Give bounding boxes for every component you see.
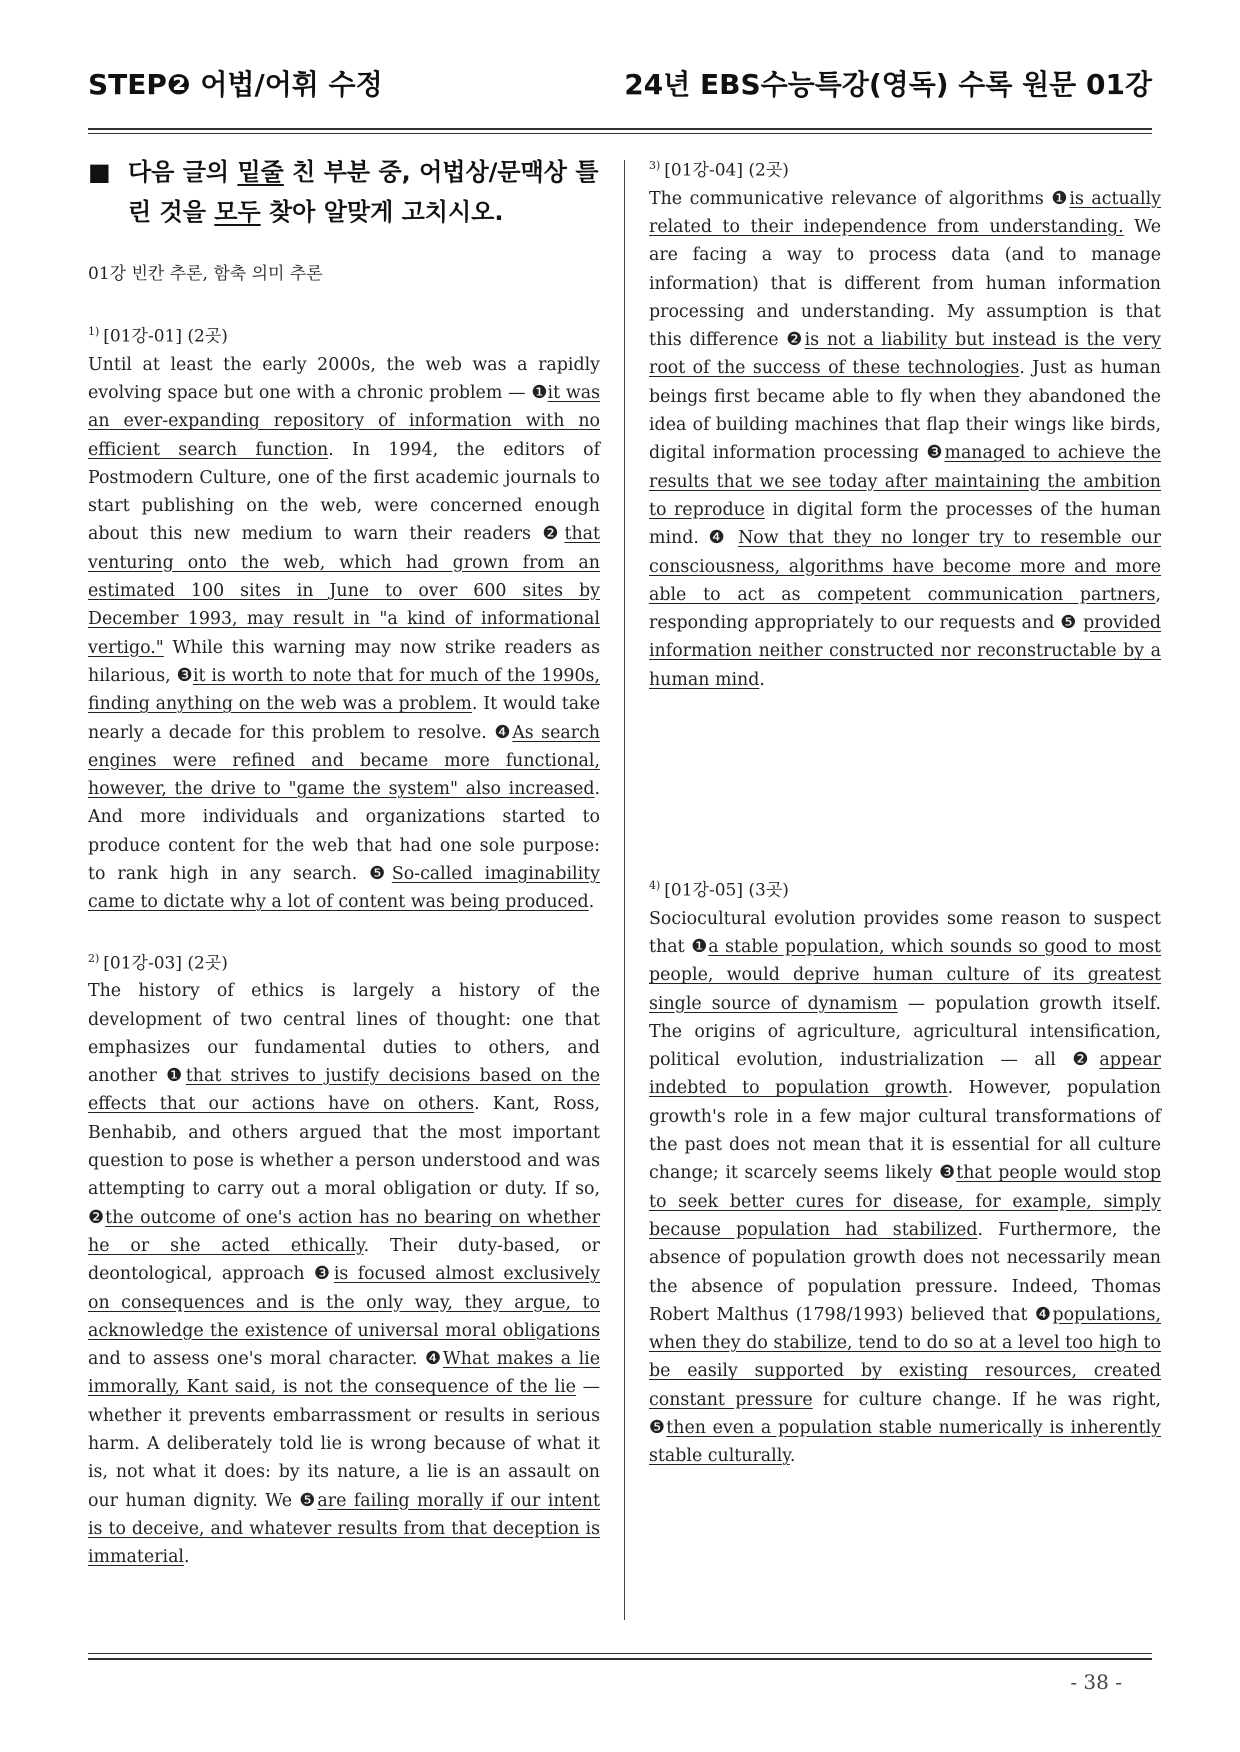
passage-text: . However, population growth's role in a few major cultural transformations of the past does not mean that it is essential for all culture change; it scarcely seems likely <box>649 1078 1161 1184</box>
question-header: $^{1)}$ [01강-01] (2곳) <box>88 325 228 347</box>
passage-text: . Their duty-based, or deontological, approach <box>88 1235 600 1285</box>
passage-text: . Kant, Ross, Benhabib, and others argued that the most important question to pose is whether a person understood and was attempting to carry out a moral obligation or duty. If so, <box>88 1094 600 1200</box>
circled-number-marker: ❶ <box>691 935 709 957</box>
underlined-phrase: are failing morally if our intent is to deceive, and whatever results from that deception is immaterial <box>88 1490 600 1568</box>
circled-number-marker: ❷ <box>786 329 805 351</box>
underlined-phrase: managed to achieve the results that we see today after maintaining the ambition to reproduce <box>649 443 1161 520</box>
circled-number-marker: ❹ <box>1034 1303 1053 1325</box>
question-item <box>88 318 600 917</box>
passage-text: . It would take nearly a decade for this problem to resolve. <box>88 694 600 743</box>
header-left-title: STEP❷ 어법/어휘 수정 <box>88 68 383 101</box>
passage-text: . Just as human beings first became able to fly when they abandoned the idea of building machines that flap their wings like birds, digital information processing <box>649 358 1161 464</box>
page-number: - 38 - <box>1070 1670 1122 1694</box>
circled-number-marker: ❹ <box>708 527 729 549</box>
question-item <box>649 152 1161 694</box>
header-divider <box>88 128 1152 130</box>
circled-number-marker: ❶ <box>166 1065 186 1087</box>
left-column <box>88 152 600 1599</box>
underlined-phrase: it is worth to note that for much of the 1990s, finding anything on the web was a problem <box>88 665 600 715</box>
circled-number-marker: ❷ <box>88 1206 106 1228</box>
underlined-phrase: What makes a lie immorally, Kant said, is not the consequence of the lie <box>88 1349 600 1398</box>
passage-text: for culture change. If he was right, <box>812 1389 1161 1410</box>
underlined-phrase: is not a liability but instead is the very root of the success of these technologies <box>649 330 1161 379</box>
passage-text: — population growth itself. The origins of agriculture, agricultural intensification, political evolution, industrialization — all <box>649 993 1161 1071</box>
underlined-phrase: is focused almost exclusively on consequences and is the only way, they argue, to acknowledge the existence of universal moral obligations <box>88 1264 600 1341</box>
underlined-phrase: As search engines were refined and became more functional, however, the drive to "game the system" also increased <box>88 722 600 800</box>
underlined-phrase: Now that they no longer try to resemble our consciousness, algorithms have become more and more able to act as competent communication partners <box>649 528 1162 605</box>
underlined-phrase: So-called imaginability came to dictate why a lot of content was being produced <box>88 864 600 913</box>
passage-text: . Furthermore, the absence of population growth does not necessarily mean the absence of population pressure. Indeed, Thomas Robert Malthus (1798/1993) believed that <box>649 1219 1161 1325</box>
question-header: $^{3)}$ [01강-04] (2곳) <box>649 159 789 181</box>
passage-text: in digital form the processes of the human mind. <box>649 499 1162 549</box>
circled-number-marker: ❶ <box>1051 187 1070 209</box>
question-passage <box>649 905 1161 1471</box>
passage-text: . <box>184 1547 190 1568</box>
passage-text: Sociocultural evolution provides some reason to suspect that <box>649 908 1161 957</box>
circled-number-marker: ❸ <box>939 1162 957 1184</box>
passage-text: Until at least the early 2000s, the web was a rapidly evolving space but one with a chronic problem — <box>88 354 600 403</box>
passage-text: . And more individuals and organizations started to produce content for the web that had one sole purpose: to rank high in any search. <box>88 779 600 884</box>
underlined-phrase: appear indebted to population growth <box>649 1050 1161 1099</box>
passage-text: The history of ethics is largely a history of the development of two central lines of thought: one that emphasizes our fundamental duties to others, and another <box>88 981 600 1087</box>
underlined-phrase: provided information neither constructed nor reconstructable by a human mind <box>649 613 1161 690</box>
footer-divider <box>88 1658 1152 1660</box>
lesson-topic: 01강 빈칸 추론, 함축 의미 추론 <box>88 264 323 284</box>
passage-text: While this warning may now strike readers as hilarious, <box>88 637 600 686</box>
passage-text: The communicative relevance of algorithms <box>649 188 1052 209</box>
passage-text: We are facing a way to process data (and to manage information) that is different from human information processing and understanding. My assumption is that this difference <box>649 216 1161 351</box>
page-header <box>88 58 1152 108</box>
circled-number-marker: ❺ <box>1060 612 1078 634</box>
circled-number-marker: ❷ <box>542 523 565 545</box>
circled-number-marker: ❺ <box>649 1417 667 1438</box>
passage-text <box>729 528 739 548</box>
underlined-phrase: the outcome of one's action has no bearing on whether he or she acted ethically <box>88 1207 601 1256</box>
circled-number-marker: ❹ <box>424 1348 443 1370</box>
underlined-phrase: populations, when they do stabilize, tend to do so at a level too high to be easily supported by existing resources, created constant pressure <box>649 1304 1161 1410</box>
underlined-phrase: a stable population, which sounds so good to most people, would deprive human culture of its greatest single source of dynamism <box>649 936 1162 1014</box>
underlined-phrase: that venturing onto the web, which had grown from an estimated 100 sites in June to over 600 sites by December 1993, may result in "a kind of informational vertigo." <box>88 524 601 658</box>
circled-number-marker: ❺ <box>369 863 392 884</box>
question-item <box>88 945 600 1572</box>
circled-number-marker: ❸ <box>926 442 945 464</box>
question-header: $^{2)}$ [01강-03] (2곳) <box>88 951 228 974</box>
question-passage <box>649 185 1161 694</box>
question-header: $^{4)}$ [01강-05] (3곳) <box>649 879 789 901</box>
circled-number-marker: ❸ <box>313 1263 334 1285</box>
right-column <box>649 152 1161 1499</box>
passage-text: — whether it prevents embarrassment or results in serious harm. A deliberately told lie is wrong because of what it is, not what it does: by its nature, a lie is an assault on our human dignity. We <box>88 1377 601 1511</box>
footer-divider-thin <box>88 1653 1152 1654</box>
circled-number-marker: ❺ <box>299 1489 318 1511</box>
underlined-phrase: it was an ever-expanding repository of information with no efficient search function <box>88 382 601 460</box>
instruction: ■ 다음 글의 밑줄 친 부분 중, 어법상/문맥상 틀린 것을 모두 찾아 알맞게 고치시오. <box>88 152 600 232</box>
square-bullet-icon: ■ <box>88 158 111 186</box>
question-passage <box>88 351 600 917</box>
passage-text: . In 1994, the editors of Postmodern Culture, one of the first academic journals to start publishing on the web, were concerned enough about this new medium to warn their readers <box>88 439 601 545</box>
passage-text: and to assess one's moral character. <box>88 1349 425 1370</box>
question-item <box>649 872 1161 1471</box>
circled-number-marker: ❶ <box>531 381 548 403</box>
circled-number-marker: ❹ <box>494 721 513 743</box>
header-divider-thin <box>88 133 1152 134</box>
underlined-phrase: then even a population stable numerically is inherently stable culturally <box>649 1418 1161 1467</box>
column-divider <box>624 160 625 1620</box>
header-right-title: 24년 EBS수능특강(영독) 수록 원문 01강 <box>624 68 1152 101</box>
passage-text: , responding appropriately to our requests and <box>649 584 1161 634</box>
blank-space <box>649 722 1161 872</box>
passage-text: . <box>759 669 765 690</box>
passage-text: . <box>789 1446 796 1467</box>
circled-number-marker: ❷ <box>1072 1049 1100 1071</box>
underlined-phrase: that strives to justify decisions based on the effects that our actions have on others <box>88 1066 600 1115</box>
passage-text: . <box>588 892 595 913</box>
underlined-phrase: that people would stop to seek better cures for disease, for example, simply because population had stabilized <box>649 1163 1161 1240</box>
underlined-phrase: is actually related to their independence from understanding. <box>649 188 1161 237</box>
circled-number-marker: ❸ <box>176 664 193 686</box>
question-passage <box>88 977 600 1571</box>
